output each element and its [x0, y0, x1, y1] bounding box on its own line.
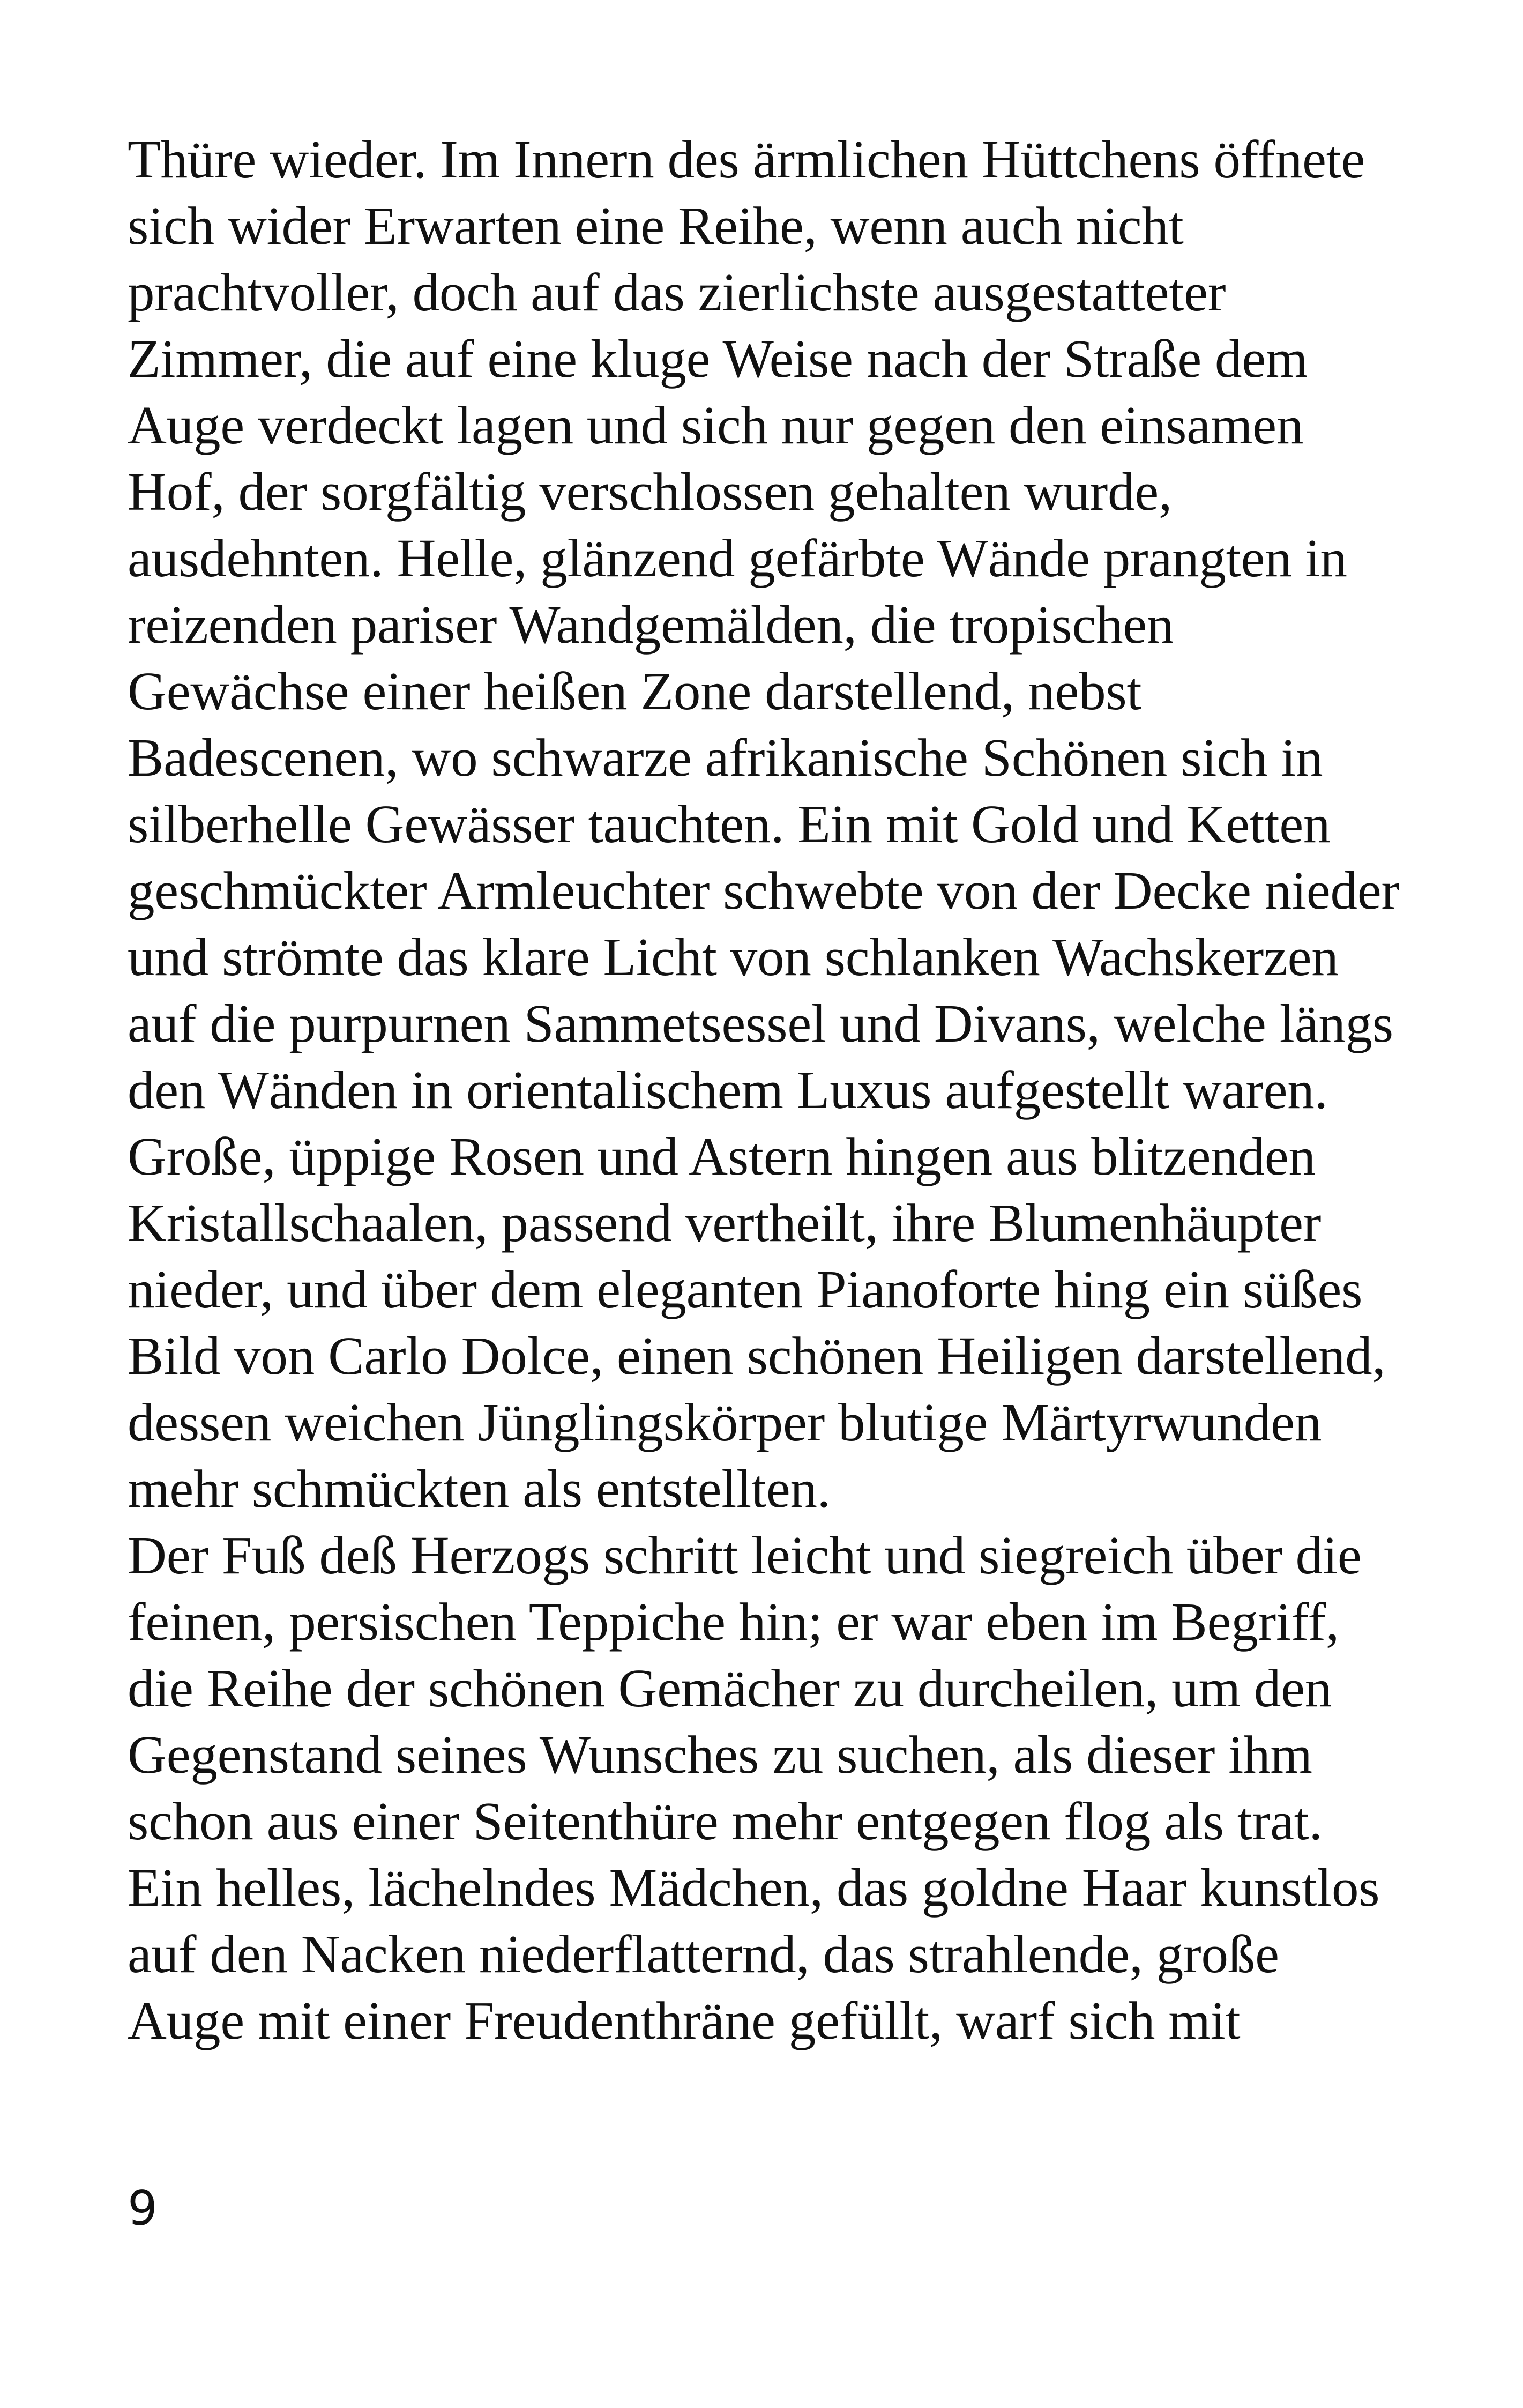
text-line: Große, üppige Rosen und Astern hingen aus blitzenden [128, 1126, 1316, 1186]
text-line: Auge mit einer Freudenthräne gefüllt, warf sich mit [128, 1990, 1241, 2050]
text-line: Kristallschaalen, passend vertheilt, ihre Blumenhäupter [128, 1193, 1322, 1253]
text-line: Gegenstand seines Wunsches zu suchen, als dieser ihm [128, 1725, 1312, 1785]
text-line: Ein helles, lächelndes Mädchen, das goldne Haar kunstlos [128, 1857, 1380, 1918]
text-line: Der Fuß deß Herzogs schritt leicht und siegreich über die [128, 1525, 1362, 1585]
text-line: nieder, und über dem eleganten Pianoforte hing ein süßes [128, 1259, 1363, 1319]
page-number: 9 [128, 2181, 158, 2236]
text-line: und strömte das klare Licht von schlanken Wachskerzen [128, 927, 1339, 987]
text-line: reizenden pariser Wandgemälden, die tropischen [128, 594, 1174, 655]
text-line: mehr schmückten als entstellten. [128, 1459, 831, 1519]
text-line: auf den Nacken niederflatternd, das strahlende, große [128, 1924, 1279, 1984]
text-line: geschmückter Armleuchter schwebte von der Decke nieder [128, 860, 1399, 920]
text-line: Auge verdeckt lagen und sich nur gegen den einsamen [128, 395, 1304, 455]
text-line: Bild von Carlo Dolce, einen schönen Heiligen darstellend, [128, 1326, 1386, 1386]
text-line: auf die purpurnen Sammetsessel und Divans, welche längs [128, 993, 1393, 1053]
text-line: den Wänden in orientalischem Luxus aufgestellt waren. [128, 1060, 1328, 1120]
text-line: ausdehnten. Helle, glänzend gefärbte Wände prangten in [128, 528, 1347, 588]
text-line: die Reihe der schönen Gemächer zu durcheilen, um den [128, 1658, 1332, 1718]
text-line: schon aus einer Seitenthüre mehr entgegen flog als trat. [128, 1791, 1323, 1851]
text-line: Hof, der sorgfältig verschlossen gehalten wurde, [128, 462, 1173, 522]
text-line: Thüre wieder. Im Innern des ärmlichen Hüttchens öffnete [128, 129, 1365, 189]
text-line: Badescenen, wo schwarze afrikanische Schönen sich in [128, 727, 1323, 787]
text-line: silberhelle Gewässer tauchten. Ein mit Gold und Ketten [128, 794, 1331, 854]
text-line: prachtvoller, doch auf das zierlichste ausgestatteter [128, 262, 1226, 322]
text-line: sich wider Erwarten eine Reihe, wenn auch nicht [128, 196, 1184, 256]
text-line: Zimmer, die auf eine kluge Weise nach der Straße dem [128, 329, 1308, 389]
text-line: Gewächse einer heißen Zone darstellend, nebst [128, 661, 1142, 721]
text-line: dessen weichen Jünglingskörper blutige Märtyrwunden [128, 1392, 1322, 1452]
body-text [128, 126, 1440, 2054]
text-line: feinen, persischen Teppiche hin; er war eben im Begriff, [128, 1592, 1339, 1652]
